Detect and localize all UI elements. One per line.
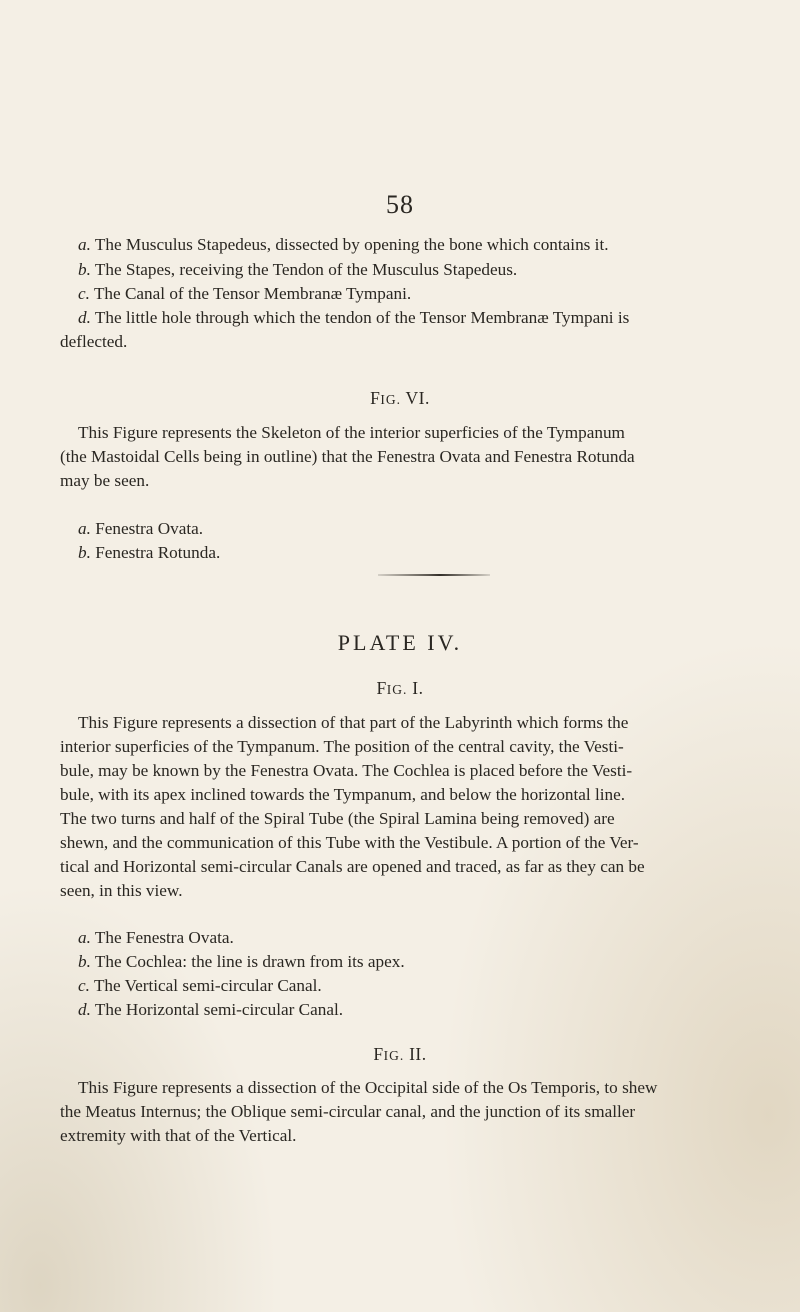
- legend-item: [78, 236, 609, 253]
- paragraph-line: bule, may be known by the Fenestra Ovata. The Cochlea is placed before the Vesti-: [60, 761, 633, 780]
- paragraph-line: (the Mastoidal Cells being in outline) that the Fenestra Ovata and Fenestra Rotunda: [60, 447, 635, 466]
- legend-item-continuation: deflected.: [60, 332, 128, 351]
- paragraph-line: This Figure represents a dissection of the Occipital side of the Os Temporis, to shew: [78, 1078, 658, 1097]
- paragraph-line: This Figure represents a dissection of that part of the Labyrinth which forms the: [78, 713, 629, 732]
- legend-item: [78, 953, 405, 970]
- paragraph-line: the Meatus Internus; the Oblique semi-circular canal, and the junction of its smaller: [60, 1102, 636, 1121]
- legend-item: [78, 261, 517, 278]
- figure-heading-i: [0, 678, 800, 699]
- legend-key: a.: [78, 928, 91, 947]
- legend-key: d.: [78, 1000, 91, 1019]
- legend-text: Fenestra Ovata.: [95, 519, 204, 538]
- legend-text: The Vertical semi-circular Canal.: [93, 976, 322, 995]
- legend-text: Fenestra Rotunda.: [95, 543, 221, 562]
- legend-text: The Stapes, receiving the Tendon of the Musculus Stapedeus.: [94, 260, 518, 279]
- paragraph-line: interior superficies of the Tympanum. The position of the central cavity, the Vesti-: [60, 737, 624, 756]
- legend-key: b.: [78, 952, 91, 971]
- legend-item: [78, 1001, 343, 1018]
- legend-key: b.: [78, 260, 91, 279]
- legend-text: The Fenestra Ovata.: [94, 928, 234, 947]
- plate-title: PLATE IV.: [337, 630, 463, 655]
- legend-text: The Cochlea: the line is drawn from its apex.: [94, 952, 405, 971]
- legend-item: [78, 520, 203, 537]
- paragraph-line: tical and Horizontal semi-circular Canals are opened and traced, as far as they can be: [60, 857, 645, 876]
- paragraph-line: This Figure represents the Skeleton of the interior superficies of the Tympanum: [78, 423, 625, 442]
- legend-item: [78, 544, 220, 561]
- paragraph-line: seen, in this view.: [60, 881, 183, 900]
- paragraph-line: may be seen.: [60, 471, 150, 490]
- legend-key: d.: [78, 308, 91, 327]
- fig-number: VI.: [405, 388, 430, 408]
- fig-number: I.: [412, 678, 424, 698]
- paragraph-line: The two turns and half of the Spiral Tube (the Spiral Lamina being removed) are: [60, 809, 615, 828]
- legend-text: The little hole through which the tendon of the Tensor Membranæ Tympani is: [94, 308, 630, 327]
- legend-key: c.: [78, 976, 90, 995]
- fig-label: FIG.: [373, 1044, 405, 1064]
- legend-key: b.: [78, 543, 91, 562]
- page-number: 58: [386, 190, 414, 219]
- legend-text: The Horizontal semi-circular Canal.: [94, 1000, 344, 1019]
- fig-label: FIG.: [376, 678, 408, 698]
- paragraph-line: bule, with its apex inclined towards the Tympanum, and below the horizontal line.: [60, 785, 626, 804]
- figure-heading-vi: [0, 388, 800, 409]
- section-divider: [378, 574, 490, 576]
- legend-key: a.: [78, 235, 91, 254]
- legend-item: [78, 977, 322, 994]
- legend-text: The Musculus Stapedeus, dissected by opening the bone which contains it.: [94, 235, 609, 254]
- figure-heading-ii: [0, 1044, 800, 1065]
- paragraph-line: shewn, and the communication of this Tube with the Vestibule. A portion of the Ver-: [60, 833, 639, 852]
- legend-key: a.: [78, 519, 91, 538]
- legend-item: [78, 285, 411, 302]
- fig-label: FIG.: [370, 388, 401, 408]
- legend-item: [78, 309, 629, 326]
- fig-number: II.: [409, 1044, 427, 1064]
- paragraph-line: extremity with that of the Vertical.: [60, 1126, 297, 1145]
- legend-text: The Canal of the Tensor Membranæ Tympani.: [93, 284, 412, 303]
- legend-item: [78, 929, 234, 946]
- legend-key: c.: [78, 284, 90, 303]
